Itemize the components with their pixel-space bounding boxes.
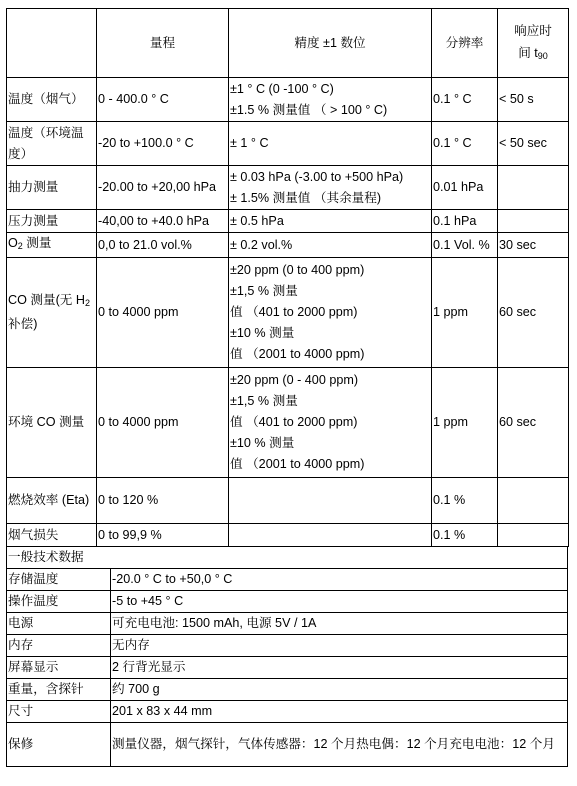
param-name: 温度（烟气） xyxy=(7,78,97,122)
general-value: -5 to +45 ° C xyxy=(111,591,568,613)
accuracy-value xyxy=(229,78,432,122)
general-row xyxy=(7,569,568,591)
response-value: < 50 s xyxy=(498,78,569,122)
resolution-value: 0.01 hPa xyxy=(432,166,498,210)
param-name: 抽力测量 xyxy=(7,166,97,210)
accuracy-line: ± 1.5% 测量值 （其余量程) xyxy=(230,190,382,205)
general-label: 屏幕显示 xyxy=(7,657,111,679)
accuracy-value xyxy=(229,478,432,524)
general-label: 重量，含探针 xyxy=(7,679,111,701)
resolution-value: 1 ppm xyxy=(432,258,498,368)
general-value: 约 700 g xyxy=(111,679,568,701)
header-response-line1: 响应时 xyxy=(514,23,552,38)
general-data-table xyxy=(6,546,568,767)
spec-document xyxy=(6,8,568,767)
response-value: 30 sec xyxy=(498,233,569,258)
row-co xyxy=(7,258,569,368)
row-flue-loss xyxy=(7,524,569,547)
resolution-value: 0.1 % xyxy=(432,524,498,547)
general-title-row xyxy=(7,547,568,569)
accuracy-line: ±1 ° C (0 -100 ° C) xyxy=(230,81,334,96)
param-name: 压力测量 xyxy=(7,210,97,233)
accuracy-line: ±20 ppm (0 - 400 ppm) xyxy=(230,373,359,387)
resolution-value: 0.1 hPa xyxy=(432,210,498,233)
param-name: 燃烧效率 (Eta) xyxy=(7,478,97,524)
accuracy-value xyxy=(229,524,432,547)
response-value xyxy=(498,210,569,233)
range-value: 0 to 4000 ppm xyxy=(97,368,229,478)
param-name: 温度（环境温度） xyxy=(7,122,97,166)
range-value: 0,0 to 21.0 vol.% xyxy=(97,233,229,258)
general-row xyxy=(7,635,568,657)
response-value xyxy=(498,524,569,547)
accuracy-value: ± 1 ° C xyxy=(229,122,432,166)
param-name: 烟气损失 xyxy=(7,524,97,547)
measurement-table xyxy=(6,8,569,547)
general-row xyxy=(7,679,568,701)
accuracy-line: ±1,5 % 测量 xyxy=(230,284,298,298)
row-o2 xyxy=(7,233,569,258)
general-label: 操作温度 xyxy=(7,591,111,613)
response-value: < 50 sec xyxy=(498,122,569,166)
header-resolution: 分辨率 xyxy=(432,9,498,78)
accuracy-line: ±20 ppm (0 to 400 ppm) xyxy=(230,263,365,277)
row-efficiency xyxy=(7,478,569,524)
range-value: 0 - 400.0 ° C xyxy=(97,78,229,122)
range-value: 0 to 99,9 % xyxy=(97,524,229,547)
row-ambient-co xyxy=(7,368,569,478)
general-value: 无内存 xyxy=(111,635,568,657)
range-value: -40,00 to +40.0 hPa xyxy=(97,210,229,233)
accuracy-line: 值 （401 to 2000 ppm) xyxy=(230,415,358,429)
range-value: -20.00 to +20,00 hPa xyxy=(97,166,229,210)
resolution-value: 0.1 ° C xyxy=(432,122,498,166)
general-value: 2 行背光显示 xyxy=(111,657,568,679)
response-value: 60 sec xyxy=(498,258,569,368)
header-parameter xyxy=(7,9,97,78)
resolution-value: 0.1 ° C xyxy=(432,78,498,122)
header-response-line2: 间 t xyxy=(518,45,538,60)
resolution-value: 0.1 Vol. % xyxy=(432,233,498,258)
response-value: 60 sec xyxy=(498,368,569,478)
general-label: 存储温度 xyxy=(7,569,111,591)
general-row xyxy=(7,613,568,635)
param-name: 环境 CO 测量 xyxy=(7,368,97,478)
accuracy-value: ± 0.5 hPa xyxy=(229,210,432,233)
header-response xyxy=(498,9,569,78)
accuracy-line: 值 （2001 to 4000 ppm) xyxy=(230,457,365,471)
row-pressure xyxy=(7,210,569,233)
range-value: -20 to +100.0 ° C xyxy=(97,122,229,166)
resolution-value: 1 ppm xyxy=(432,368,498,478)
general-label: 内存 xyxy=(7,635,111,657)
accuracy-value: ± 0.2 vol.% xyxy=(229,233,432,258)
accuracy-value xyxy=(229,166,432,210)
accuracy-line: ±1.5 % 测量值 （ > 100 ° C) xyxy=(230,102,388,117)
accuracy-value xyxy=(229,258,432,368)
accuracy-line: ±1,5 % 测量 xyxy=(230,394,298,408)
resolution-value: 0.1 % xyxy=(432,478,498,524)
header-row xyxy=(7,9,569,78)
header-response-subscript: 90 xyxy=(537,50,548,61)
range-value: 0 to 4000 ppm xyxy=(97,258,229,368)
accuracy-line: ±10 % 测量 xyxy=(230,436,295,450)
general-row xyxy=(7,657,568,679)
response-value xyxy=(498,166,569,210)
general-title: 一般技术数据 xyxy=(7,547,568,569)
param-name: $O_2$ 测量 xyxy=(7,233,97,258)
response-value xyxy=(498,478,569,524)
accuracy-line: ± 0.03 hPa (-3.00 to +500 hPa) xyxy=(230,169,404,184)
row-flue-temp xyxy=(7,78,569,122)
accuracy-line: 值 （401 to 2000 ppm) xyxy=(230,305,358,319)
general-label: 尺寸 xyxy=(7,701,111,723)
header-range: 量程 xyxy=(97,9,229,78)
general-label: 电源 xyxy=(7,613,111,635)
general-value: -20.0 ° C to +50,0 ° C xyxy=(111,569,568,591)
accuracy-line: ±10 % 测量 xyxy=(230,326,295,340)
accuracy-line: 值 （2001 to 4000 ppm) xyxy=(230,347,365,361)
general-row xyxy=(7,701,568,723)
general-value: 201 x 83 x 44 mm xyxy=(111,701,568,723)
param-name: CO 测量(无 $H_2$ 补偿) xyxy=(7,258,97,368)
row-draft xyxy=(7,166,569,210)
header-accuracy: 精度 ±1 数位 xyxy=(229,9,432,78)
general-label: 保修 xyxy=(7,723,111,767)
range-value: 0 to 120 % xyxy=(97,478,229,524)
accuracy-value xyxy=(229,368,432,478)
row-ambient-temp xyxy=(7,122,569,166)
general-row xyxy=(7,591,568,613)
general-row xyxy=(7,723,568,767)
general-value: 测量仪器，烟气探针，气体传感器：12 个月热电偶：12 个月充电电池：12 个月 xyxy=(111,723,568,767)
general-value: 可充电电池: 1500 mAh, 电源 5V / 1A xyxy=(111,613,568,635)
